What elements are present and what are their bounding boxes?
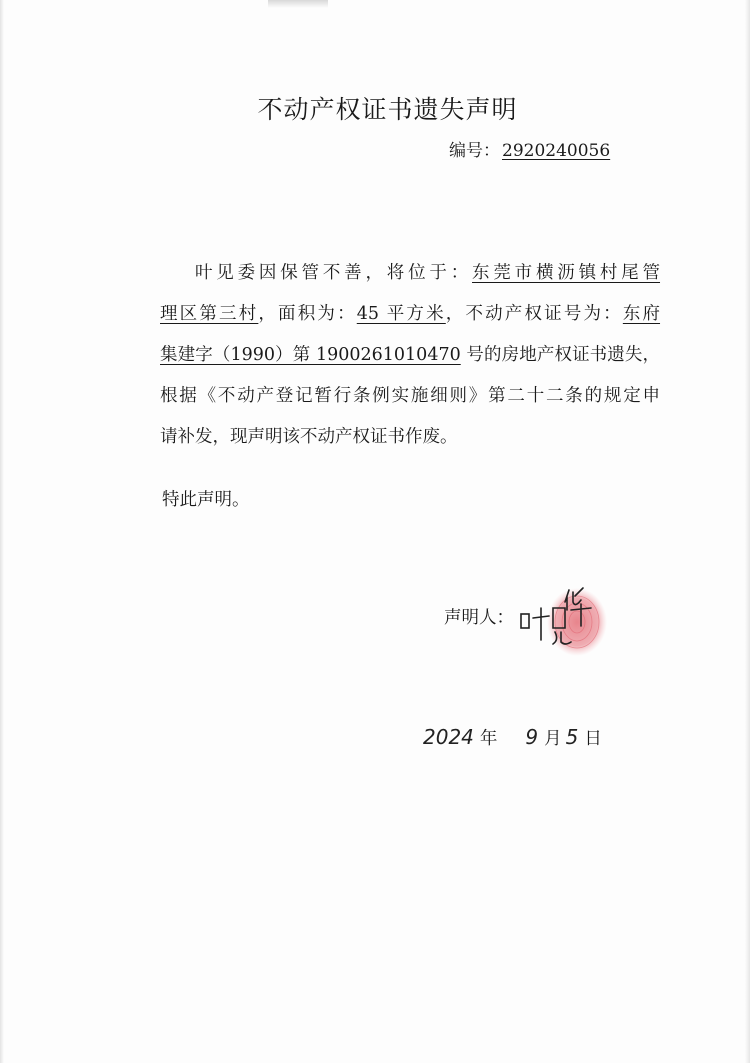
body-text: ，面积为：	[258, 304, 357, 324]
date-year-unit: 年	[479, 729, 498, 749]
body-text: 请补发，现声明该不动产权证书作废。	[160, 427, 458, 447]
body-text: 叶见委因保管不善，将位于：	[195, 263, 473, 283]
property-location: 东莞市横沥镇村尾管	[472, 263, 661, 283]
declarant-label: 声明人：	[444, 608, 514, 628]
scan-artifact	[268, 0, 328, 8]
statement-body	[160, 253, 660, 458]
closing-statement: 特此声明。	[162, 490, 250, 510]
document-number	[449, 136, 610, 161]
scan-edge-left	[0, 0, 4, 1063]
property-location-cont: 理区第三村	[160, 304, 259, 324]
fingerprint	[547, 588, 607, 656]
body-line-3	[160, 335, 660, 376]
date-year: 2024	[423, 725, 474, 749]
certificate-number: 东府	[622, 304, 661, 324]
date-day: 5	[565, 725, 579, 749]
date-row	[423, 725, 614, 750]
declarant-row	[444, 604, 514, 629]
date-day-unit: 日	[584, 729, 602, 749]
property-area: 45 平方米	[356, 304, 446, 324]
body-line-1	[160, 253, 660, 294]
body-line-5	[160, 417, 660, 458]
body-line-2	[160, 294, 660, 335]
body-text: 号的房地产权证书遗失，	[460, 345, 661, 365]
date-month-unit: 月	[544, 729, 562, 749]
body-text: 根据《不动产登记暂行条例实施细则》第二十二条的规定申	[160, 386, 660, 406]
certificate-number-cont: 集建字（1990）第 1900261010470	[160, 345, 461, 365]
document-title: 不动产权证书遗失声明	[257, 95, 518, 124]
signature-with-fingerprint	[515, 580, 615, 660]
scan-edge-right	[745, 0, 750, 1063]
body-text: ，不动产权证号为：	[445, 304, 623, 324]
body-line-4	[160, 376, 660, 417]
document-number-label: 编号：	[449, 141, 500, 161]
date-month: 9	[525, 725, 539, 749]
document-number-value: 2920240056	[502, 141, 611, 161]
